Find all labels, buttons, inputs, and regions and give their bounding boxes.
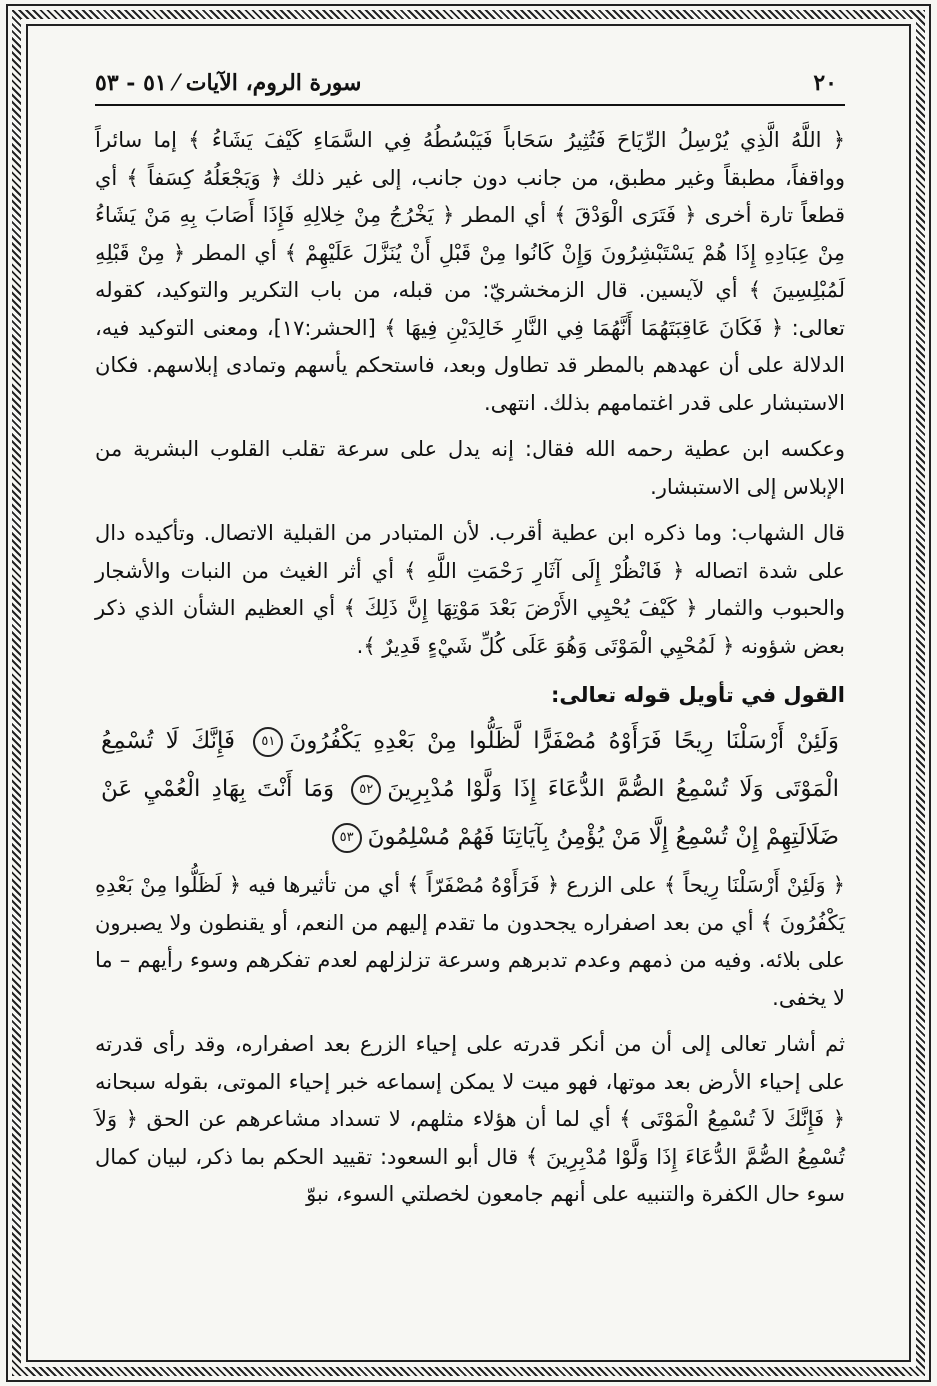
section-heading: القول في تأويل قوله تعالى:	[551, 683, 845, 707]
verse-number-marker: ٥١	[253, 727, 283, 757]
surah-title: سورة الروم، الآيات ⁄ ٥١ - ٥٣	[95, 70, 362, 96]
paragraph-1: ﴿ اللَّهُ الَّذِي يُرْسِلُ الرِّيَاحَ فَتُثِيرُ سَحَاباً فَيَبْسُطُهُ فِي السَّمَاءِ كَيْفَ يَشَاءُ ﴾ إما سائراً وواقفاً، مطبقاً وغير مطبق، من جانب دون جانب، إلى غير ذلك ﴿ وَيَجْعَلُهُ كِسَفاً ﴾ أي قطعاً تارة أخرى ﴿ فَتَرَى الْوَدْقَ ﴾ أي المطر ﴿ يَخْرُجُ مِنْ خِلالِهِ فَإِذَا أَصَابَ بِهِ مَنْ يَشَاءُ مِنْ عِبَادِهِ إِذَا هُمْ يَسْتَبْشِرُونَ وَإِنْ كَانُوا مِنْ قَبْلِ أَنْ يُنَزَّلَ عَلَيْهِمْ ﴾ أي المطر ﴿ مِنْ قَبْلِهِ لَمُبْلِسِينَ ﴾ أي لآيسين. قال الزمخشريّ: من قبله، من باب التكرير والتوكيد، كقوله تعالى: ﴿ فَكَانَ عَاقِبَتَهُمَا أَنَّهُمَا فِي النَّارِ خَالِدَيْنِ فِيهَا ﴾ [الحشر:١٧]، ومعنى التوكيد فيه، الدلالة على أن عهدهم بالمطر قد تطاول وبعد، فاستحكم يأسهم وتمادى إبلاسهم. فكان الاستبشار على قدر اغتمامهم بذلك. انتهى.	[95, 128, 846, 415]
paragraph-3: قال الشهاب: وما ذكره ابن عطية أقرب. لأن المتبادر من القبلية الاتصال. وتأكيده دال على شدة اتصاله ﴿ فَانْظُرْ إِلَى آثَارِ رَحْمَتِ اللَّهِ ﴾ أي أثر الغيث من النبات والأشجار والحبوب والثمار ﴿ كَيْفَ يُحْيِي الأَرْضَ بَعْدَ مَوْتِهَا إِنَّ ذَلِكَ ﴾ أي العظيم الشأن الذي ذكر بعض شؤونه ﴿ لَمُحْيِي الْمَوْتَى وَهُوَ عَلَى كُلِّ شَيْءٍ قَدِيرٌ ﴾.	[95, 521, 845, 658]
verse-52-text: فَإِنَّكَ لَا تُسْمِعُ الْمَوْتَى وَلَا تُسْمِعُ الصُّمَّ الدُّعَاءَ إِذَا وَلَّوْا مُدْبِرِينَ	[101, 728, 839, 802]
page-number: ٢٠	[813, 70, 837, 96]
page-content	[95, 60, 845, 1345]
paragraph-4: ﴿ وَلَئِنْ أَرْسَلْنَا رِيحاً ﴾ على الزرع ﴿ فَرَأَوْهُ مُصْفَرّاً ﴾ أي من تأثيرها فيه ﴿ لَظَلُّوا مِنْ بَعْدِهِ يَكْفُرُونَ ﴾ أي من بعد اصفراره يجحدون ما تقدم إليهم من النعم، أو يقنطون ولا يصبرون على بلائه. وفيه من ذمهم وعدم تدبرهم وسرعة تزلزلهم لعدم تفكرهم وسوء رأيهم – ما لا يخفى.	[95, 873, 845, 1010]
verse-53-text: وَمَا أَنْتَ بِهَادِ الْعُمْيِ عَنْ ضَلَالَتِهِمْ إِنْ تُسْمِعُ إِلَّا مَنْ يُؤْمِنُ بِآيَاتِنَا فَهُمْ مُسْلِمُونَ	[101, 776, 839, 850]
verse-number-marker: ٥٣	[332, 823, 362, 853]
quran-verses	[101, 717, 839, 861]
paragraph-2: وعكسه ابن عطية رحمه الله فقال: إنه يدل على سرعة تقلب القلوب البشرية من الإبلاس إلى الاستبشار.	[95, 437, 845, 499]
paragraph-5: ثم أشار تعالى إلى أن من أنكر قدرته على إحياء الزرع بعد اصفراره، وقد رأى قدرته على إحياء الأرض بعد موتها، فهو ميت لا يمكن إسماعه خبر إحياء الموتى، بقوله سبحانه ﴿ فَإِنَّكَ لاَ تُسْمِعُ الْمَوْتَى ﴾ أي لما أن هؤلاء مثلهم، لا تسداد مشاعرهم عن الحق ﴿ وَلاَ تُسْمِعُ الصُّمَّ الدُّعَاءَ إِذَا وَلَّوْا مُدْبِرِينَ ﴾ قال أبو السعود: تقييد الحكم بما ذكر، لبيان كمال سوء حال الكفرة والتنبيه على أنهم جامعون لخصلتي السوء، نبوّ	[95, 1032, 845, 1206]
verse-51-text: وَلَئِنْ أَرْسَلْنَا رِيحًا فَرَأَوْهُ مُصْفَرًّا لَّظَلُّوا مِنْ بَعْدِهِ يَكْفُرُونَ	[289, 728, 840, 754]
verse-number-marker: ٥٢	[351, 775, 381, 805]
page-header	[95, 60, 845, 106]
